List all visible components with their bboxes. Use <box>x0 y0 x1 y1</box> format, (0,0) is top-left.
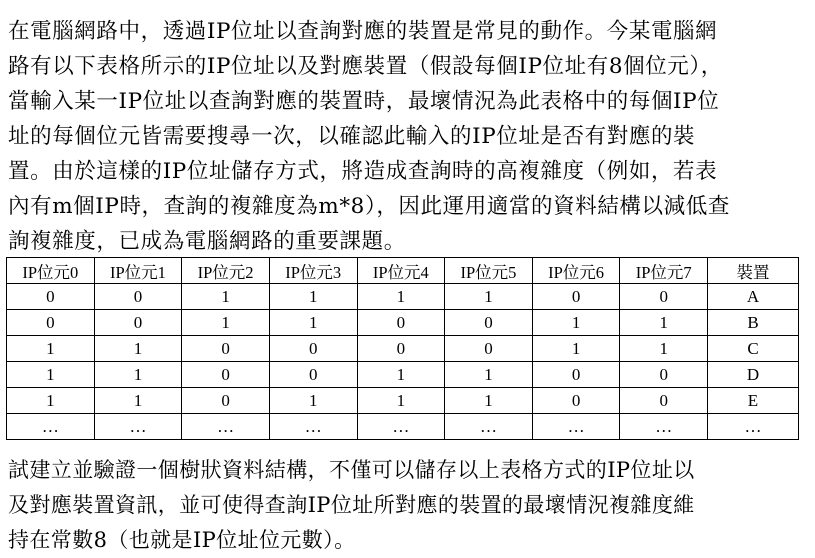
table-row <box>7 310 799 336</box>
table-cell: … <box>532 414 620 440</box>
task-line: 持在常數8（也就是IP位址位元數）。 <box>8 528 356 552</box>
intro-line: 當輸入某一IP位址以查詢對應的裝置時，最壞情況為此表格中的每個IP位 <box>8 89 720 114</box>
intro-line: 置。由於這樣的IP位址儲存方式，將造成查詢時的高複雜度（例如，若表 <box>8 159 718 184</box>
table-cell: 1 <box>357 284 445 310</box>
table-cell: 0 <box>7 310 95 336</box>
table-cell: 1 <box>7 336 95 362</box>
device-cell: … <box>708 414 799 440</box>
table-cell: 1 <box>94 388 182 414</box>
table-cell: 0 <box>182 336 270 362</box>
table-cell: 1 <box>445 388 533 414</box>
table-cell: … <box>269 414 357 440</box>
table-cell: 1 <box>357 388 445 414</box>
table-cell: … <box>182 414 270 440</box>
table-cell: 1 <box>269 284 357 310</box>
table-cell: 1 <box>445 284 533 310</box>
device-cell: A <box>708 284 799 310</box>
task-paragraph <box>8 453 806 558</box>
device-cell: C <box>708 336 799 362</box>
table-cell: 0 <box>94 284 182 310</box>
table-cell: … <box>357 414 445 440</box>
table-cell: 1 <box>182 310 270 336</box>
table-row <box>7 388 799 414</box>
table-cell: … <box>620 414 708 440</box>
device-cell: E <box>708 388 799 414</box>
table-row <box>7 362 799 388</box>
header-ip-bit-0: IP位元0 <box>7 258 95 284</box>
intro-line: 路有以下表格所示的IP位址以及對應裝置（假設每個IP位址有8個位元）， <box>8 54 723 79</box>
header-ip-bit-2: IP位元2 <box>182 258 270 284</box>
table-header-row <box>7 258 799 284</box>
intro-line: 內有m個IP時，查詢的複雜度為m*8），因此運用適當的資料結構以減低查 <box>8 194 730 219</box>
table-cell: 1 <box>445 362 533 388</box>
table-cell: 0 <box>445 310 533 336</box>
table-row <box>7 284 799 310</box>
table-cell: 0 <box>620 284 708 310</box>
table-cell: 1 <box>182 284 270 310</box>
header-device: 裝置 <box>708 258 799 284</box>
table-cell: 1 <box>269 388 357 414</box>
table-cell: 1 <box>269 310 357 336</box>
table-cell: … <box>7 414 95 440</box>
task-line: 及對應裝置資訊，並可使得查詢IP位址所對應的裝置的最壞情況複雜度維 <box>8 493 695 517</box>
table-cell: 0 <box>7 284 95 310</box>
table-cell: 1 <box>620 310 708 336</box>
table-cell: 1 <box>532 336 620 362</box>
table-cell: 0 <box>357 310 445 336</box>
header-ip-bit-6: IP位元6 <box>532 258 620 284</box>
header-ip-bit-4: IP位元4 <box>357 258 445 284</box>
table-cell: 1 <box>94 362 182 388</box>
device-cell: D <box>708 362 799 388</box>
table-cell: 0 <box>269 336 357 362</box>
table-cell: 1 <box>357 362 445 388</box>
table-cell: 1 <box>94 336 182 362</box>
table-cell: 0 <box>357 336 445 362</box>
intro-line: 詢複雜度，已成為電腦網路的重要課題。 <box>8 229 406 254</box>
table-row-ellipsis <box>7 414 799 440</box>
intro-line: 址的每個位元皆需要搜尋一次，以確認此輸入的IP位址是否有對應的裝 <box>8 124 696 149</box>
table-cell: … <box>445 414 533 440</box>
table-cell: 1 <box>532 310 620 336</box>
table-cell: 0 <box>94 310 182 336</box>
task-line: 試建立並驗證一個樹狀資料結構，不僅可以儲存以上表格方式的IP位址以 <box>8 458 695 482</box>
table-cell: 1 <box>620 336 708 362</box>
table-cell: 0 <box>182 362 270 388</box>
header-ip-bit-3: IP位元3 <box>269 258 357 284</box>
table-cell: 0 <box>182 388 270 414</box>
intro-line: 在電腦網路中，透過IP位址以查詢對應的裝置是常見的動作。今某電腦網 <box>8 19 718 44</box>
table-cell: 1 <box>7 388 95 414</box>
device-cell: B <box>708 310 799 336</box>
table-cell: 0 <box>532 388 620 414</box>
table-cell: 1 <box>7 362 95 388</box>
table-cell: 0 <box>620 388 708 414</box>
table-row <box>7 336 799 362</box>
table-cell: 0 <box>532 362 620 388</box>
header-ip-bit-1: IP位元1 <box>94 258 182 284</box>
header-ip-bit-5: IP位元5 <box>445 258 533 284</box>
header-ip-bit-7: IP位元7 <box>620 258 708 284</box>
table-cell: … <box>94 414 182 440</box>
table-cell: 0 <box>269 362 357 388</box>
table-cell: 0 <box>445 336 533 362</box>
table-cell: 0 <box>620 362 708 388</box>
intro-paragraph <box>8 14 806 259</box>
table-cell: 0 <box>532 284 620 310</box>
ip-device-table <box>6 257 799 440</box>
